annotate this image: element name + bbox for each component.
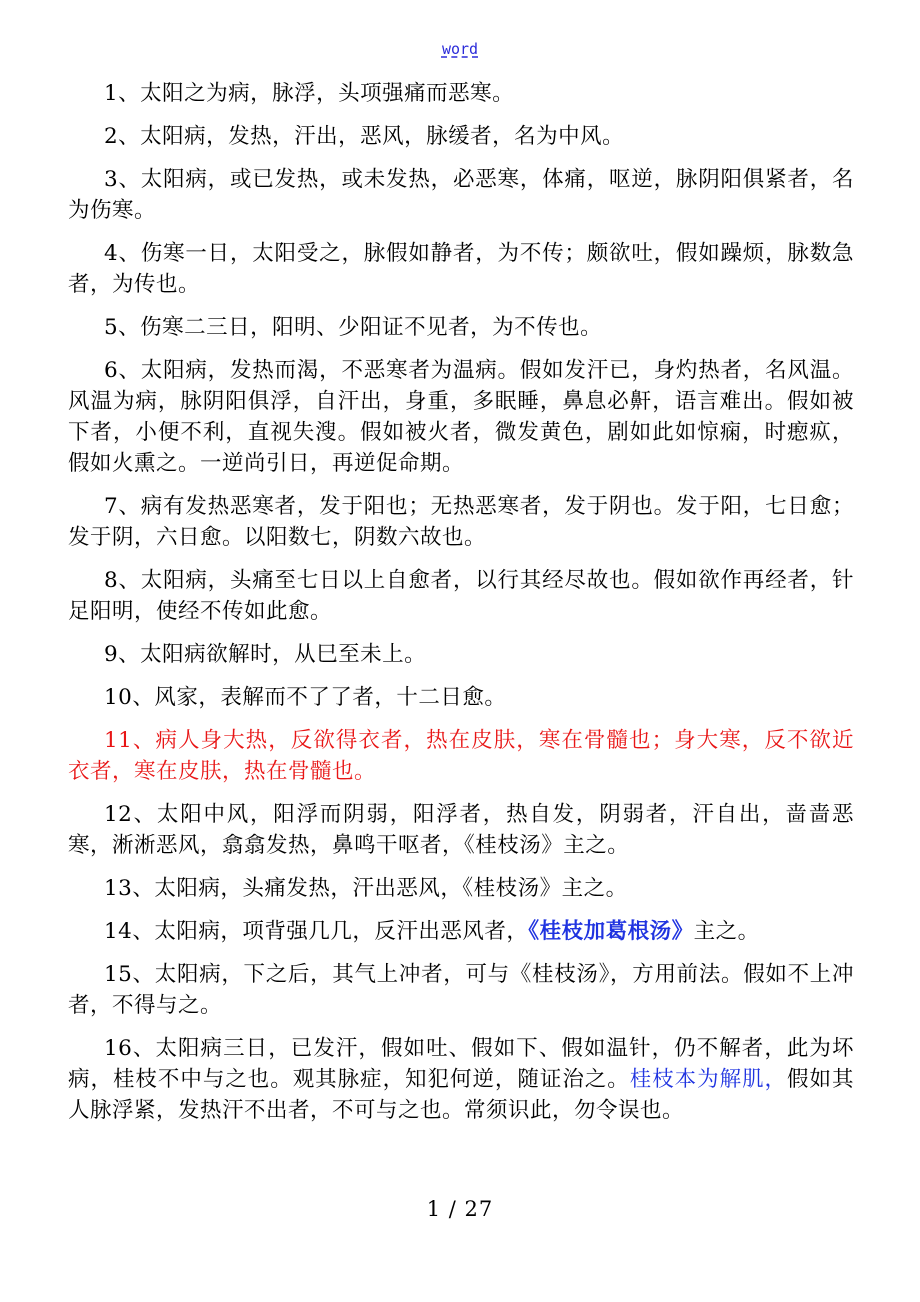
paragraph-12: 12、太阳中风，阳浮而阴弱，阳浮者，热自发，阴弱者，汗自出，啬啬恶寒，淅淅恶风，翕翕发热，鼻鸣干呕者，《桂枝汤》主之。 [68,802,854,858]
page-header [0,40,920,58]
paragraph-4: 4、伤寒一日，太阳受之，脉假如静者，为不传；颇欲吐，假如躁烦，脉数急者，为传也。 [68,241,854,297]
paragraph-16-text: 16、太阳病三日，已发汗，假如吐、假如下、假如温针，仍不解者，此为坏病，桂枝不中与之也。观其脉症，知犯何逆，随证治之。 [68,1036,854,1092]
paragraph-11-highlighted: 11、病人身大热，反欲得衣者，热在皮肤，寒在骨髓也；身大寒，反不欲近衣者，寒在皮肤，热在骨髓也。 [68,728,854,784]
paragraph-2: 2、太阳病，发热，汗出，恶风，脉缓者，名为中风。 [104,124,625,149]
paragraph-15: 15、太阳病，下之后，其气上冲者，可与《桂枝汤》，方用前法。假如不上冲者，不得与之。 [68,962,854,1018]
paragraph-1: 1、太阳之为病，脉浮，头项强痛而恶寒。 [104,81,515,106]
paragraph-3: 3、太阳病，或已发热，或未发热，必恶寒，体痛，呕逆，脉阴阳俱紧者，名为伤寒。 [68,167,854,223]
paragraph-6: 6、太阳病，发热而渴，不恶寒者为温病。假如发汗已，身灼热者，名风温。风温为病，脉阴阳俱浮，自汗出，身重，多眠睡，鼻息必鼾，语言难出。假如被下者，小便不利，直视失溲。假如被火者，微发黄色，剧如此如惊痫，时瘛疭，假如火熏之。一逆尚引日，再逆促命期。 [68,358,854,476]
paragraph-14-tail: 主之。 [693,919,760,944]
paragraph-13: 13、太阳病，头痛发热，汗出恶风，《桂枝汤》主之。 [104,876,628,901]
paragraph-16 [68,1033,854,1126]
paragraph-5: 5、伤寒二三日，阳明、少阳证不见者，为不传也。 [104,315,603,340]
paragraph-7: 7、病有发热恶寒者，发于阳也；无热恶寒者，发于阴也。发于阳，七日愈；发于阴，六日愈。以阳数七，阴数六故也。 [68,494,854,550]
paragraph-9: 9、太阳病欲解时，从巳至未上。 [104,642,427,667]
paragraph-14-text: 14、太阳病，项背强几几，反汗出恶风者， [104,919,529,944]
paragraph-16-highlight: 桂枝本为解肌， [629,1067,788,1092]
document-body [68,78,854,1138]
page-number: 1 / 27 [426,1197,494,1221]
paragraph-14 [68,916,854,947]
header-title: word [441,40,479,58]
paragraph-16-tail: 假如其人脉浮紧，发热汗不出者，不可与之也。常须识此，勿令误也。 [68,1067,854,1123]
paragraph-8: 8、太阳病，头痛至七日以上自愈者，以行其经尽故也。假如欲作再经者，针足阳明，使经不传如此愈。 [68,568,854,624]
paragraph-10: 10、风家，表解而不了了者，十二日愈。 [104,685,507,710]
formula-name-highlight: 《桂枝加葛根汤》 [528,919,694,944]
